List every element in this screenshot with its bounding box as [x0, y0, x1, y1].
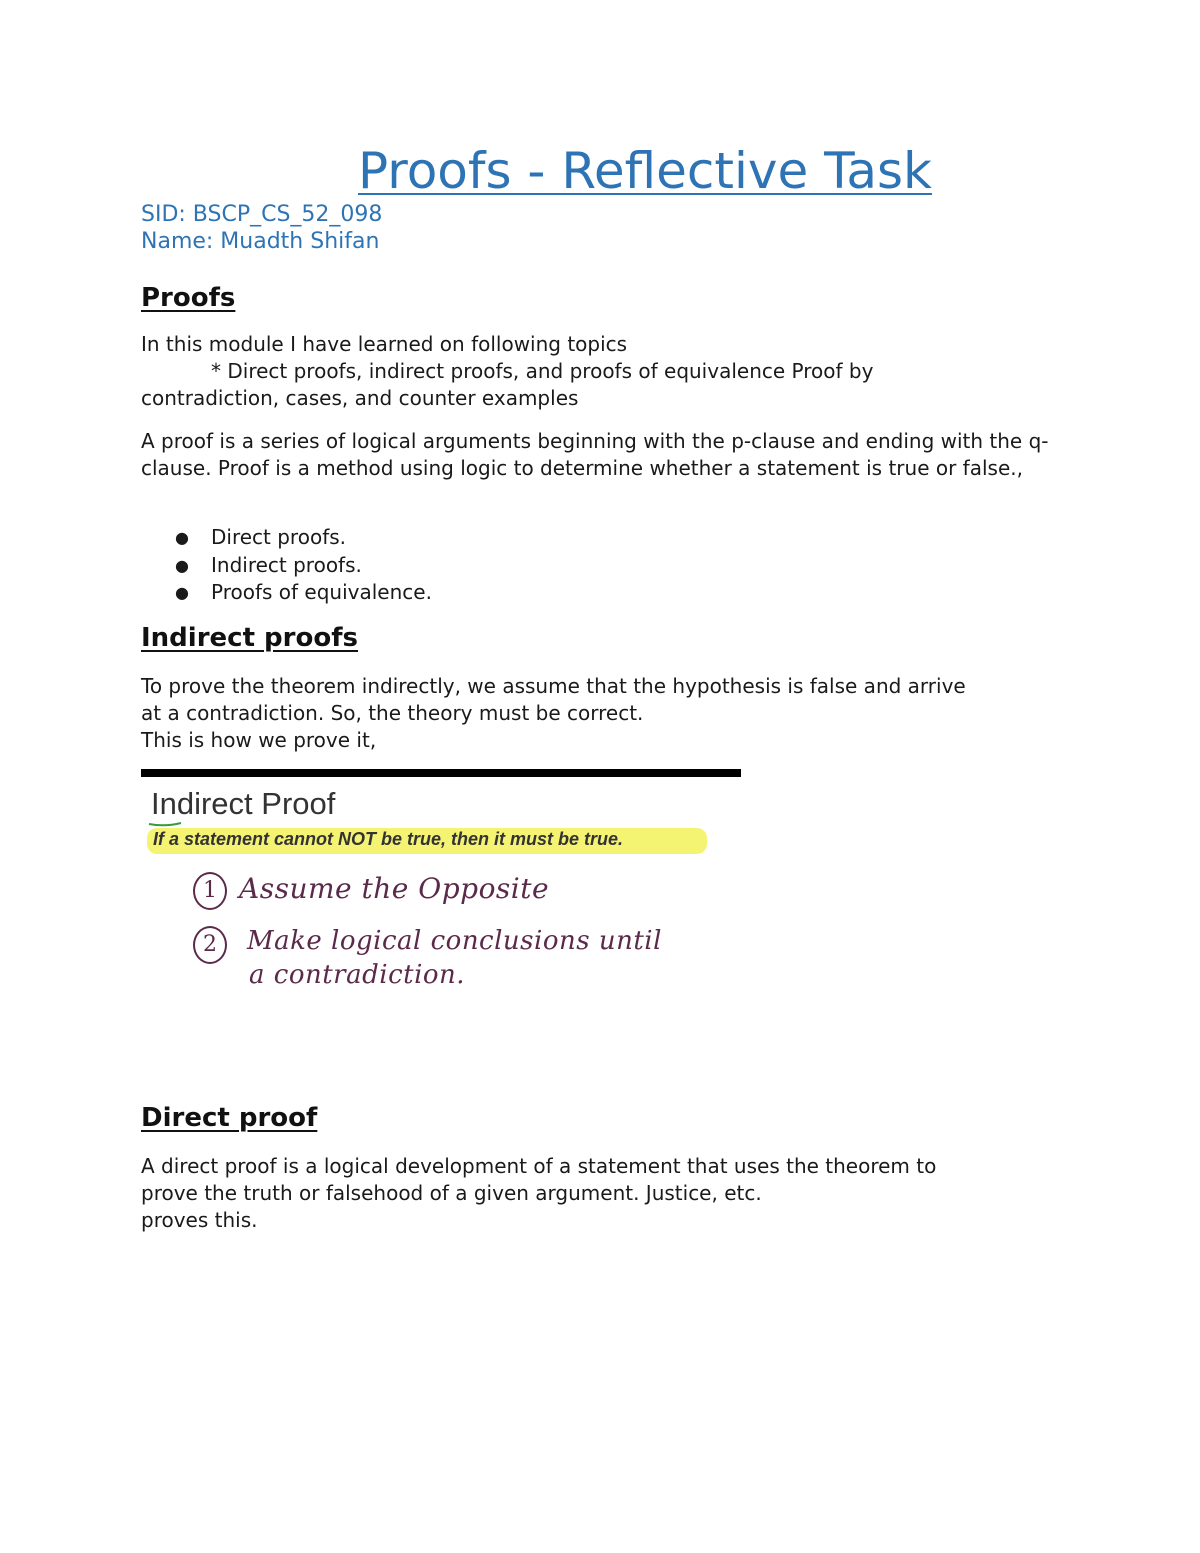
heading-proofs: Proofs — [141, 283, 236, 313]
bullet-icon: ● — [175, 528, 189, 547]
step-2-number: 2 — [193, 926, 227, 964]
step-1-text: Assume the Opposite — [239, 872, 550, 905]
proof-types-list — [141, 524, 432, 607]
list-item: ● Direct proofs. — [141, 524, 432, 552]
direct-text-line3: proves this. — [141, 1208, 258, 1232]
heading-direct-proof: Direct proof — [141, 1103, 318, 1133]
proofs-intro-line2: * Direct proofs, indirect proofs, and proofs of equivalence Proof by — [211, 359, 874, 383]
list-item: ● Indirect proofs. — [141, 552, 432, 580]
proofs-definition: A proof is a series of logical arguments beginning with the p-clause and ending with the q-clause. Proof is a method using logic to determine whether a statement is true or false., — [141, 429, 1049, 480]
step-2-text-line1: Make logical conclusions until — [247, 926, 662, 956]
step-1-number: 1 — [193, 872, 227, 910]
indirect-proof-figure — [141, 780, 741, 1010]
student-name: Name: Muadth Shifan — [141, 229, 380, 254]
direct-text-line2: prove the truth or falsehood of a given argument. Justice, etc. — [141, 1181, 762, 1205]
indirect-text — [141, 673, 1071, 754]
figure-title: Indirect Proof — [151, 786, 336, 821]
proofs-intro-line3: contradiction, cases, and counter examples — [141, 386, 579, 410]
student-sid: SID: BSCP_CS_52_098 — [141, 202, 383, 227]
indirect-text-line1: To prove the theorem indirectly, we assume that the hypothesis is false and arrive — [141, 674, 966, 698]
figure-subtitle: If a statement cannot NOT be true, then it must be true. — [153, 829, 624, 849]
underline-mark-icon — [147, 820, 183, 828]
direct-text-line1: A direct proof is a logical development of a statement that uses the theorem to — [141, 1154, 937, 1178]
indirect-text-line2: at a contradiction. So, the theory must be correct. — [141, 701, 644, 725]
student-info — [141, 201, 382, 255]
bullet-icon: ● — [175, 555, 189, 575]
indirect-text-line3: This is how we prove it, — [141, 728, 377, 752]
horizontal-rule — [141, 769, 741, 777]
bullet-icon: ● — [175, 583, 189, 602]
proofs-intro — [141, 331, 1071, 412]
heading-indirect-proofs: Indirect proofs — [141, 623, 359, 653]
direct-text — [141, 1153, 1071, 1234]
list-item: ● Proofs of equivalence. — [141, 579, 432, 607]
step-2-text-line2: a contradiction. — [249, 960, 466, 990]
proofs-intro-line1: In this module I have learned on following topics — [141, 332, 628, 356]
document-title: Proofs - Reflective Task — [357, 142, 933, 200]
